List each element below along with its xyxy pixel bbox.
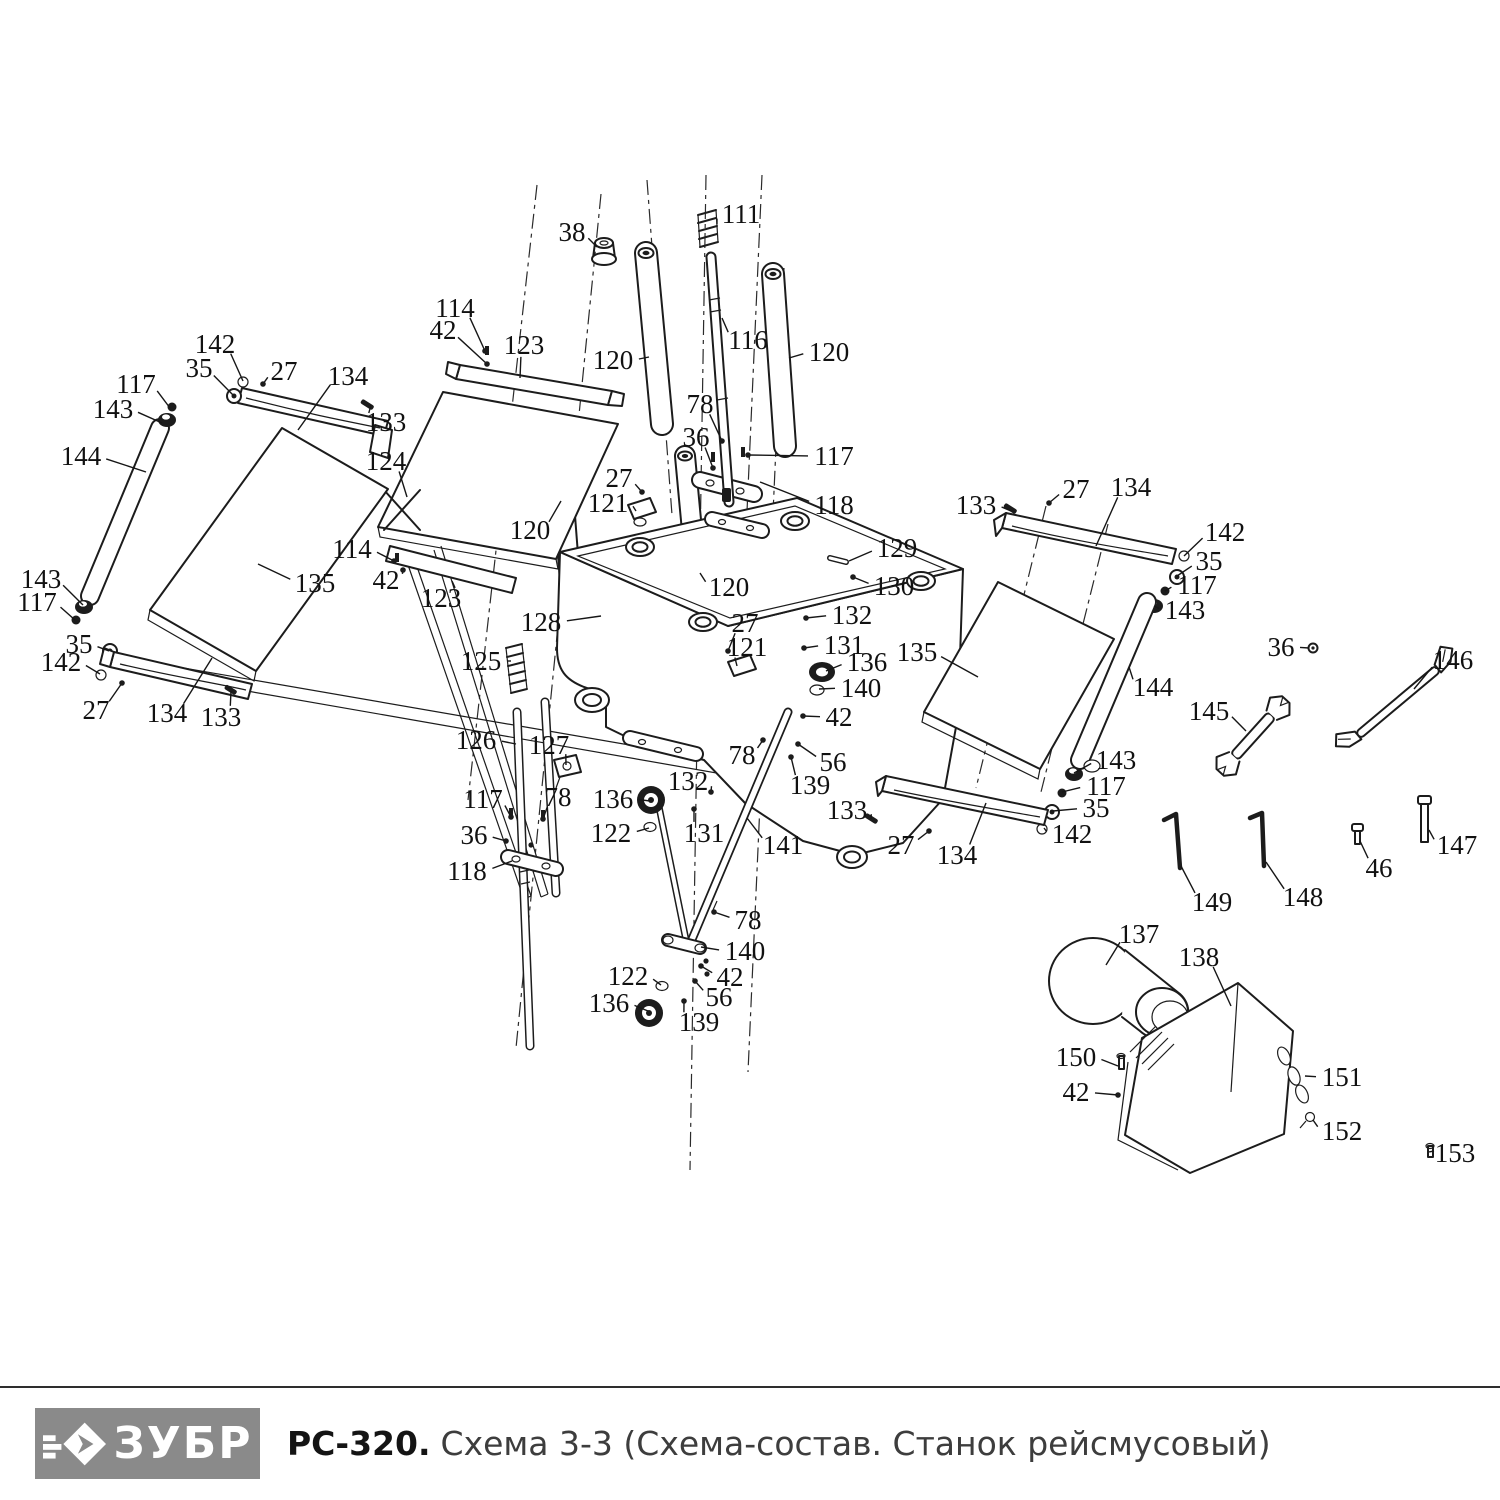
part-number-label: 35	[1195, 546, 1223, 576]
part-number-label: 147	[1436, 830, 1478, 860]
part-number-label: 146	[1432, 645, 1474, 675]
part-number-label: 142	[1051, 819, 1093, 849]
fastener-dot	[788, 754, 794, 760]
part-number-label: 136	[592, 784, 634, 814]
part-number-label: 143	[1095, 745, 1137, 775]
part-number-label: 133	[826, 795, 868, 825]
part-number-label: 143	[1164, 595, 1206, 625]
fastener-dot	[795, 741, 801, 747]
part-number-label: 131	[823, 630, 865, 660]
part-number-label: 141	[762, 830, 804, 860]
tools	[1164, 642, 1459, 868]
fastener-dot	[1046, 500, 1052, 506]
washer-122	[644, 823, 656, 832]
part-number-label: 135	[896, 637, 938, 667]
part-number-label: 117	[814, 441, 854, 471]
part-number-label: 138	[1178, 942, 1220, 972]
part-number-label: 143	[20, 564, 62, 594]
fastener-dot	[119, 680, 125, 686]
leader-line	[157, 391, 170, 408]
part-number-label: 114	[332, 534, 372, 564]
part-number-label: 131	[683, 818, 725, 848]
fastener-dot	[692, 978, 698, 984]
part-number-label: 149	[1191, 887, 1233, 917]
part-number-label: 129	[876, 533, 918, 563]
fastener-dot	[691, 806, 697, 812]
fastener-dot	[639, 489, 645, 495]
fastener-dot	[850, 574, 856, 580]
part-number-label: 120	[592, 345, 634, 375]
part-number-label: 134	[1110, 472, 1152, 502]
part-number-label: 27	[887, 830, 915, 860]
hex-key-149	[1164, 814, 1180, 868]
bracket-121-left	[628, 498, 656, 526]
part-number-label: 27	[605, 463, 633, 493]
fastener-dot	[400, 567, 406, 573]
part-number-label: 117	[17, 587, 57, 617]
part-number-label: 38	[558, 217, 586, 247]
leader-line	[520, 357, 521, 378]
part-number-label: 46	[1365, 853, 1393, 883]
leader-line	[1300, 647, 1309, 648]
fastener-dot	[760, 737, 766, 743]
part-number-label: 140	[840, 673, 882, 703]
part-number-label: 36	[682, 422, 710, 452]
part-number-label: 134	[146, 698, 188, 728]
fastener-dot	[482, 348, 488, 354]
part-number-label: 151	[1321, 1062, 1363, 1092]
part-number-label: 143	[92, 394, 134, 424]
fastener-dot	[698, 963, 704, 969]
part-number-label: 144	[60, 441, 102, 471]
part-number-label: 140	[724, 936, 766, 966]
part-number-label: 127	[528, 730, 570, 760]
fastener-dot	[391, 558, 397, 564]
part-number-label: 126	[455, 725, 497, 755]
link-140	[663, 936, 705, 952]
part-number-label: 134	[936, 840, 978, 870]
leader-line	[789, 354, 803, 358]
leader-line	[1305, 1076, 1316, 1077]
hex-key-148	[1250, 813, 1264, 866]
washer-140-right	[810, 685, 824, 695]
leader-line	[1095, 1093, 1118, 1095]
part-number-label: 118	[814, 490, 854, 520]
bolt-46	[1352, 824, 1363, 844]
part-number-label: 42	[716, 962, 744, 992]
fastener-dot	[801, 645, 807, 651]
drawing-caption	[287, 1424, 1271, 1463]
fastener-dot	[503, 838, 509, 844]
part-number-label: 36	[1267, 632, 1295, 662]
leader-line	[138, 412, 162, 423]
part-number-label: 136	[588, 988, 630, 1018]
part-number-label: 135	[294, 568, 336, 598]
leader-line	[819, 688, 835, 689]
bolt-147	[1418, 796, 1431, 842]
leader-line	[1429, 830, 1434, 839]
fastener-dot	[719, 438, 725, 444]
part-number-label: 35	[1082, 793, 1110, 823]
fastener-dot	[540, 816, 546, 822]
part-number-label: 137	[1118, 919, 1160, 949]
fastener-dot	[1115, 1092, 1121, 1098]
part-number-label: 35	[185, 353, 213, 383]
part-number-label: 123	[420, 583, 462, 613]
part-number-label: 117	[116, 369, 156, 399]
part-number-label: 132	[831, 600, 873, 630]
part-number-label: 114	[435, 293, 475, 323]
part-number-label: 133	[955, 490, 997, 520]
spring-111	[698, 210, 718, 247]
part-number-label: 124	[365, 446, 407, 476]
leader-line	[1429, 1151, 1434, 1152]
leader-line	[61, 607, 76, 620]
part-number-label: 78	[686, 389, 714, 419]
leader-line	[214, 376, 234, 397]
fastener-dot	[800, 713, 806, 719]
part-number-label: 123	[503, 330, 545, 360]
pin-129-130	[830, 558, 846, 562]
nut-38	[592, 238, 616, 265]
part-number-label: 121	[726, 632, 768, 662]
part-number-label: 142	[40, 647, 82, 677]
leader-line	[747, 818, 762, 838]
part-number-label: 120	[808, 337, 850, 367]
fastener-dot	[803, 615, 809, 621]
part-number-label: 128	[520, 607, 562, 637]
part-number-label: 148	[1282, 882, 1324, 912]
washer-142	[238, 377, 248, 387]
drawing-title: Схема 3-3 (Схема-состав. Станок рейсмусовый)	[440, 1424, 1271, 1463]
part-number-label: 120	[708, 572, 750, 602]
leader-line	[748, 455, 808, 456]
part-number-label: 42	[372, 565, 400, 595]
leader-line	[1266, 862, 1284, 889]
part-number-label: 120	[509, 515, 551, 545]
fastener-dot	[745, 452, 751, 458]
leader-line	[63, 585, 83, 605]
part-number-label: 116	[728, 325, 768, 355]
part-number-label: 42	[429, 315, 457, 345]
fastener-dot	[508, 814, 514, 820]
part-number-label: 78	[544, 782, 572, 812]
part-number-label: 142	[194, 329, 236, 359]
part-number-label: 134	[327, 361, 369, 391]
part-number-label: 139	[678, 1007, 720, 1037]
part-number-label: 27	[270, 356, 298, 386]
part-number-label: 56	[819, 747, 847, 777]
part-number-label: 133	[200, 702, 242, 732]
fastener-dot	[260, 381, 266, 387]
leader-line	[760, 482, 809, 501]
footer-divider	[0, 1386, 1500, 1388]
part-number-label: 78	[728, 740, 756, 770]
zubr-logo-icon	[43, 1420, 107, 1468]
leader-line	[1101, 1060, 1118, 1067]
part-number-label: 117	[463, 784, 503, 814]
part-number-label: 117	[1086, 771, 1126, 801]
dust-chute-assembly	[1049, 938, 1434, 1173]
leader-line	[1232, 717, 1246, 731]
part-number-label: 132	[667, 766, 709, 796]
part-number-label: 144	[1132, 672, 1174, 702]
zubr-logo	[35, 1408, 260, 1479]
fastener-dot	[484, 361, 490, 367]
part-number-label: 118	[447, 856, 487, 886]
part-number-label: 36	[460, 820, 488, 850]
part-number-label: 111	[721, 199, 761, 229]
part-number-label: 121	[587, 488, 629, 518]
fastener-dot	[708, 789, 714, 795]
part-number-label: 130	[873, 571, 915, 601]
part-number-label: 27	[82, 695, 110, 725]
spring-125	[506, 644, 527, 693]
part-number-label: 78	[734, 905, 762, 935]
part-number-label: 117	[1177, 570, 1217, 600]
part-number-label: 152	[1321, 1116, 1363, 1146]
part-number-label: 145	[1188, 696, 1230, 726]
part-number-label: 35	[65, 629, 93, 659]
part-number-label: 42	[1062, 1077, 1090, 1107]
part-number-label: 142	[1204, 517, 1246, 547]
model-number: РС-320.	[287, 1424, 431, 1463]
leader-line	[86, 666, 100, 675]
fastener-dot	[710, 465, 716, 471]
fastener-dot	[711, 909, 717, 915]
part-number-label: 27	[731, 608, 759, 638]
brand-name: ЗУБР	[113, 1417, 253, 1469]
fastener-dot	[926, 828, 932, 834]
part-number-label: 139	[789, 770, 831, 800]
support-bar-134-top-right	[1002, 513, 1176, 564]
fastener-dot	[681, 998, 687, 1004]
part-number-label: 125	[460, 646, 502, 676]
part-number-label: 133	[365, 407, 407, 437]
leader-line	[109, 683, 122, 701]
part-number-label: 42	[825, 702, 853, 732]
part-number-label: 153	[1434, 1138, 1476, 1168]
part-number-label: 122	[607, 961, 649, 991]
part-number-label: 150	[1055, 1042, 1097, 1072]
part-number-label: 27	[1062, 474, 1090, 504]
part-number-label: 56	[705, 982, 733, 1012]
leader-line	[1313, 1120, 1318, 1127]
part-number-label: 122	[590, 818, 632, 848]
part-number-label: 136	[846, 647, 888, 677]
